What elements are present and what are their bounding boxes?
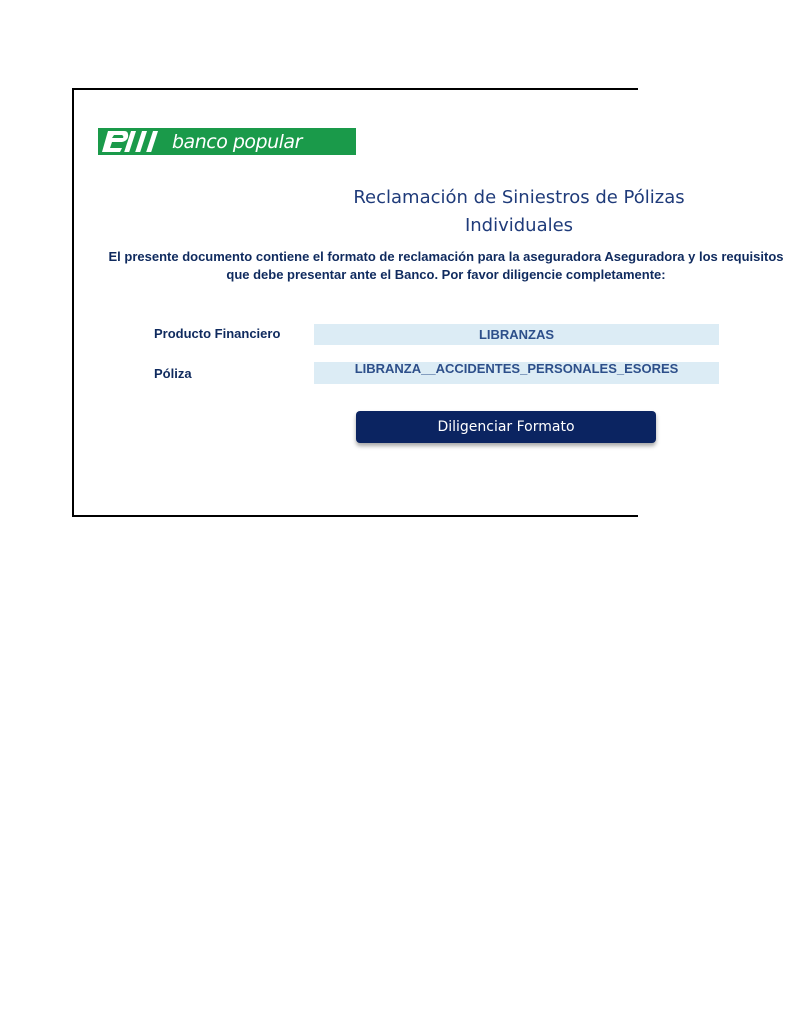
policy-label: Póliza — [154, 366, 192, 381]
fill-form-button[interactable]: Diligenciar Formato — [356, 411, 656, 443]
intro-text: El presente documento contiene el formato de reclamación para la aseguradora Aseguradora y los requisitos que debe presentar ante el Banco. Por favor diligencie completamente: — [108, 249, 784, 282]
document-sheet — [72, 88, 784, 517]
bank-logo-icon — [98, 128, 162, 155]
policy-field[interactable]: LIBRANZA__ACCIDENTES_PERSONALES_ESORES — [314, 362, 719, 384]
logo-wordmark: banco popular — [172, 130, 302, 153]
document-title: Reclamación de Siniestros de Pólizas Individuales — [353, 187, 685, 236]
banco-popular-logo — [98, 128, 356, 155]
sheet-content — [74, 90, 784, 519]
product-label: Producto Financiero — [154, 326, 281, 341]
product-field[interactable]: LIBRANZAS — [314, 324, 719, 345]
